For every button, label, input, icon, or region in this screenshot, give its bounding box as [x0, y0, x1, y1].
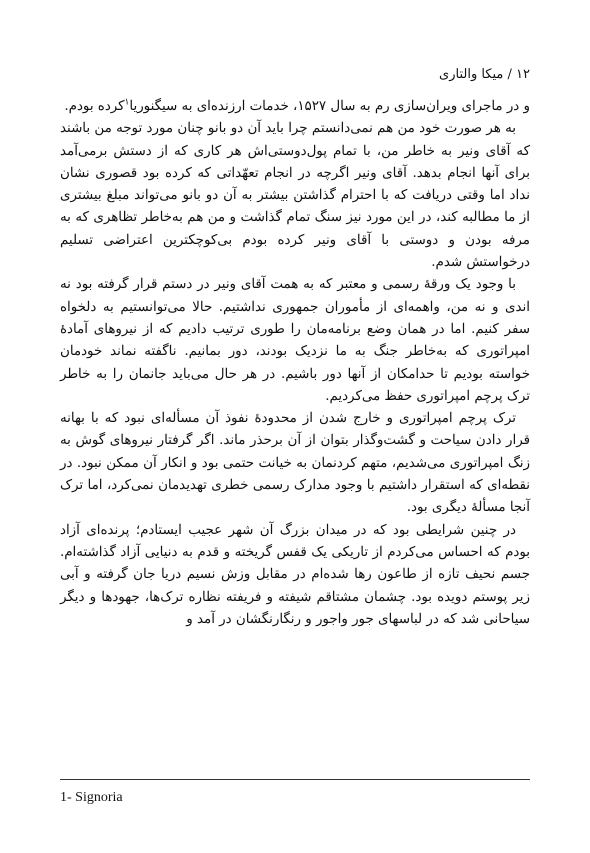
paragraph-1-text-before: و در ماجرای ویران‌سازی رم به سال ۱۵۲۷، خدمات ارزنده‌ای به سیگنوریا [129, 99, 530, 114]
running-head-text: ۱۲ / میکا والتاری [439, 67, 530, 82]
paragraph-5: در چنین شرایطی بود که در میدان بزرگ آن شهر عجیب ایستادم؛ پرنده‌ای آزاد بودم که احساس می‌کردم از تاریکی یک قفس گریخته و قدم به دنیایی آزاد گذاشته‌ام. جسم نحیف تازه از طاعون رها شده‌ام در مقابل وزش نسیم دریا جان گرفته و آبی زیر پوستم دویده بود. چشمان مشتاقم شیفته و فریفته نظاره ترک‌ها، جهودها و دیگر سیاحانی شد که در لباسهای جور واجور و رنگارنگشان در آمد و [60, 522, 530, 627]
paragraph-1 [60, 96, 530, 118]
paragraph-3: با وجود یک ورقهٔ رسمی و معتبر که به همت آقای ونیر در دستم قرار گرفته بود نه اندی و نه من، واهمه‌ای از مأموران جمهوری نداشتیم. حالا می‌توانستیم به دلخواه سفر کنیم. اما در همان وضع برنامه‌مان را طوری ترتیب دادیم که از نیروهای آمادهٔ امپراتوری که به‌خاطر جنگ به ما نزدیک بودند، دور بمانیم. ناگفته نماند خودمان خواسته بودیم تا حدامکان از آنها دور باشیم. در هر حال می‌باید جانمان را به خاطر ترک پرچم امپراتوری حفظ می‌کردیم. [60, 277, 530, 404]
paragraph-4: ترک پرچم امپراتوری و خارج شدن از محدودهٔ نفوذ آن مسأله‌ای نبود که با بهانه قرار دادن سیاحت و گشت‌وگذار بتوان از آن برحذر ماند. اگر گرفتار نیروهای گوش به زنگ امپراتوری می‌شدیم، متهم کردنمان به خیانت حتمی بود و انکار آن ممکن نبود. در نقطه‌ای که استقرار داشتیم با وجود مدارک رسمی خطری تهدیدمان نمی‌کرد، اما ترک آنجا مسألهٔ دیگری بود. [60, 411, 530, 516]
footnote: 1- Signoria [60, 790, 123, 805]
footnote-divider [60, 779, 530, 780]
running-header [60, 66, 530, 84]
paragraph-1-text-after: کرده بودم. [64, 99, 125, 114]
footnote-marker: ۱ [124, 97, 130, 108]
paragraph-2: به هر صورت خود من هم نمی‌دانستم چرا باید آن دو بانو چنان مورد توجه من باشند که آقای ونیر به خاطر من، با تمام پول‌دوستی‌اش هر کاری که از دستش برمی‌آمد برای آنها انجام بدهد. آقای ونیر اگرچه در انجام تعهّداتی که کرده بود قصوری نشان نداد اما وقتی دریافت که با احترام گذاشتن بیشتر به آن دو بانو می‌تواند مبلغ بیشتری از ما مطالبه کند، در این مورد نیز سنگ تمام گذاشت و من هم به‌خاطر تظاهری که به مرفه بودن و دوستی با آقای ونیر کرده بودم بی‌کوچکترین اعتراضی تسلیم درخواستش شدم. [60, 121, 530, 271]
main-text [60, 96, 530, 631]
